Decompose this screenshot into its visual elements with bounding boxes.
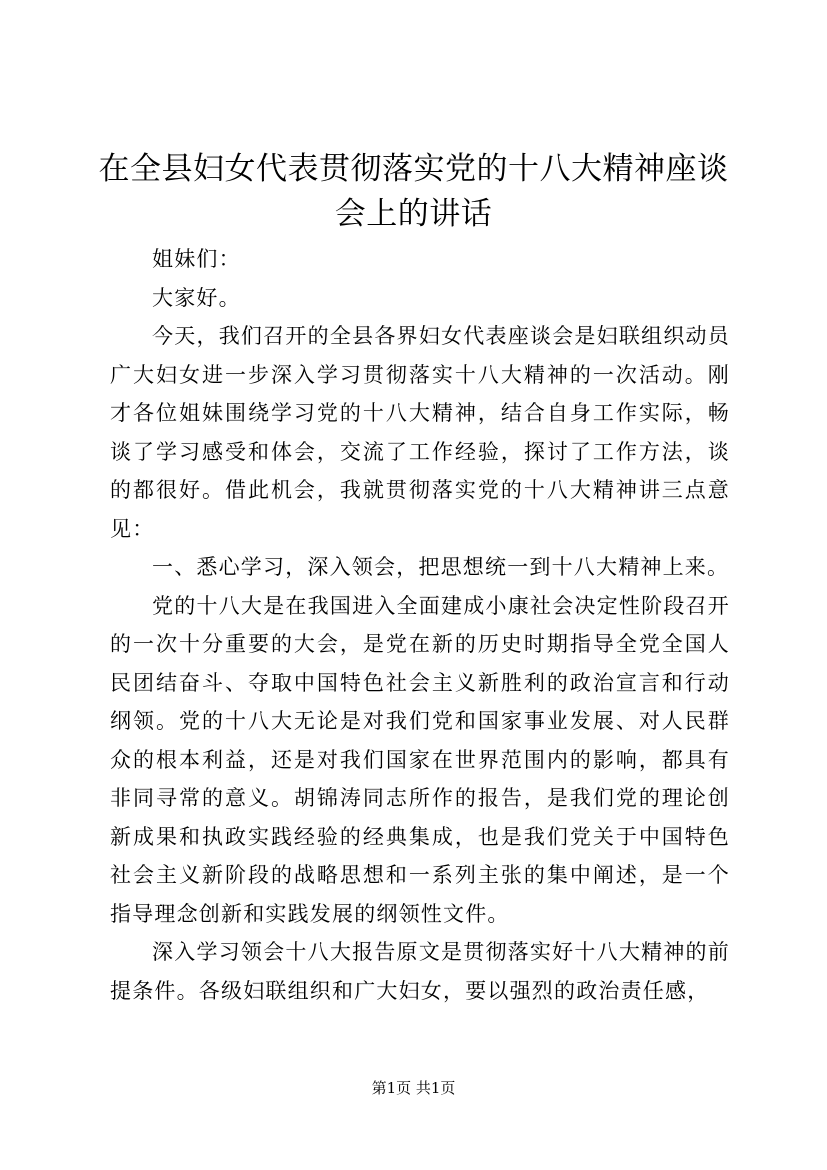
page-footer: 第1页 共1页	[371, 1079, 456, 1097]
body-paragraph: 深入学习领会十八大报告原文是贯彻落实好十八大精神的前提条件。各级妇联组织和广大妇女，要以强烈的政治责任感，	[110, 940, 730, 1003]
body-paragraph: 今天，我们召开的全县各界妇女代表座谈会是妇联组织动员广大妇女进一步深入学习贯彻落实十八大精神的一次活动。刚才各位姐妹围绕学习党的十八大精神，结合自身工作实际，畅谈了学习感受和体会，交流了工作经验，探讨了工作方法，谈的都很好。借此机会，我就贯彻落实党的十八大精神讲三点意见：	[110, 324, 730, 541]
salutation-paragraph: 姐妹们：	[152, 247, 241, 271]
body-paragraph: 党的十八大是在我国进入全面建成小康社会决定性阶段召开的一次十分重要的大会，是党在新的历史时期指导全党全国人民团结奋斗、夺取中国特色社会主义新胜利的政治宣言和行动纲领。党的十八大无论是对我们党和国家事业发展、对人民群众的根本利益，还是对我们国家在世界范围内的影响，都具有非同寻常的意义。胡锦涛同志所作的报告，是我们党的理论创新成果和执政实践经验的经典集成，也是我们党关于中国特色社会主义新阶段的战略思想和一系列主张的集中阐述，是一个指导理念创新和实践发展的纲领性文件。	[110, 593, 730, 926]
section-heading: 一、悉心学习，深入领会，把思想统一到十八大精神上来。	[152, 555, 730, 579]
greeting-paragraph: 大家好。	[152, 285, 241, 310]
document-title: 在全县妇女代表贯彻落实党的十八大精神座谈会上的讲话	[98, 151, 729, 232]
document-body	[110, 240, 730, 1010]
